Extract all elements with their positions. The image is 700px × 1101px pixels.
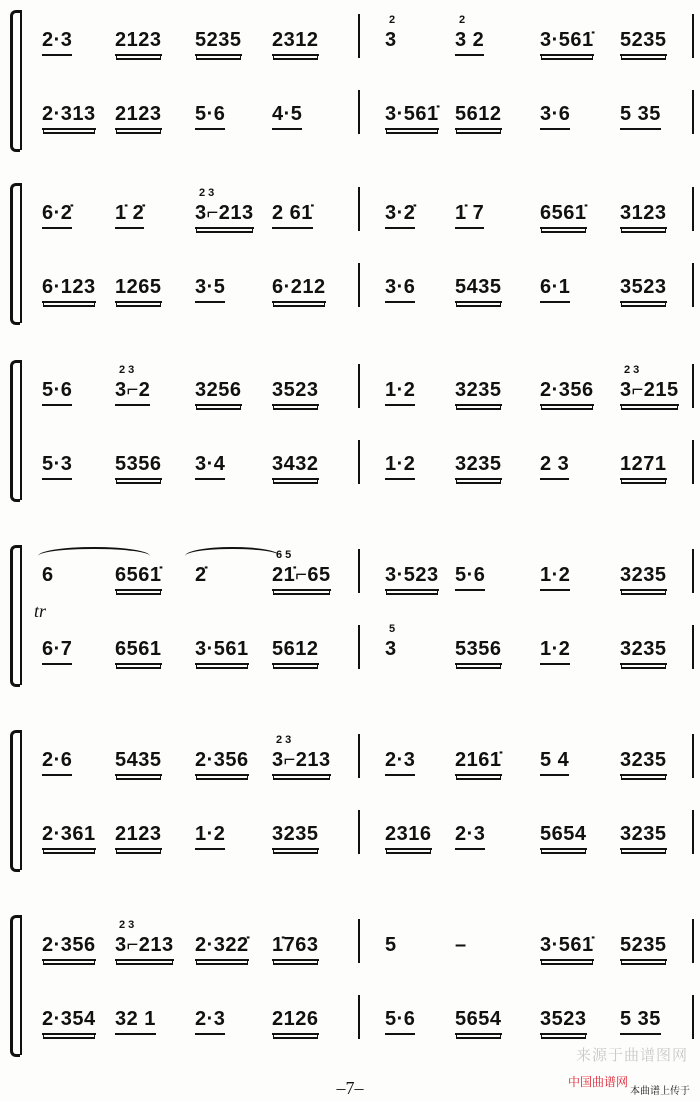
lower-part-note: 2·361 <box>42 822 96 850</box>
upper-part-note: 6·2̇ <box>42 201 72 229</box>
lower-part-note: 3235 <box>620 822 667 850</box>
upper-part-note: 3 <box>385 29 397 51</box>
barline <box>358 625 360 669</box>
lower-part-note: 6561 <box>115 637 162 665</box>
lower-part-note: 1·2 <box>540 637 570 665</box>
upper-part-note: 2161̇ <box>455 748 502 776</box>
end-barline <box>692 810 694 854</box>
system-rule <box>20 10 22 150</box>
upper-part-note: 3⌐2 <box>115 378 150 406</box>
upper-part-note: 3523 <box>272 378 319 406</box>
upper-part-note: 3⌐215 <box>620 378 679 406</box>
barline <box>358 440 360 484</box>
lower-part-note: 3523 <box>540 1007 587 1035</box>
upper-part-note: 3⌐213 <box>115 933 174 961</box>
upper-part-note: 3235 <box>455 378 502 406</box>
lower-part-note: 3·4 <box>195 452 225 480</box>
upper-part-note: 3·2̇ <box>385 201 415 229</box>
lower-part-note: 1·2 <box>195 822 225 850</box>
upper-part-note: 1̇ 2̇ <box>115 201 144 229</box>
lower-part-note: 2126 <box>272 1007 319 1035</box>
lower-part-note: 5 35 <box>620 102 661 130</box>
system-brace <box>10 545 20 687</box>
system-rule <box>20 730 22 870</box>
upper-part-note: 2̇ <box>195 564 207 586</box>
barline <box>358 810 360 854</box>
lower-part-note: 1265 <box>115 275 162 303</box>
upper-part-note: 1̇ 7 <box>455 201 484 229</box>
upper-part-note: 3⌐213 <box>195 201 254 229</box>
upper-part-note: 5235 <box>620 28 667 56</box>
system-rule <box>20 183 22 323</box>
upper-part-note: 1̇763 <box>272 933 319 961</box>
lower-part-note: 2·3 <box>455 822 485 850</box>
barline <box>358 14 360 58</box>
upper-part-note: 2·322̇ <box>195 933 249 961</box>
lower-part-note: 5·6 <box>385 1007 415 1035</box>
upper-part-note: 5 <box>385 934 397 956</box>
end-barline <box>692 263 694 307</box>
upper-part-note: 5435 <box>115 748 162 776</box>
system-brace <box>10 183 20 325</box>
end-barline <box>692 549 694 593</box>
lower-part-note: 3·6 <box>540 102 570 130</box>
upper-part-note: 2 61̇ <box>272 201 313 229</box>
lower-part-note: 2·354 <box>42 1007 96 1035</box>
staff-system <box>0 10 700 150</box>
lower-part-note: 3235 <box>272 822 319 850</box>
upper-part-note: 3 2 <box>455 28 484 56</box>
system-brace <box>10 730 20 872</box>
lower-part-note: 3·6 <box>385 275 415 303</box>
grace-note: 6 5 <box>276 549 292 561</box>
grace-note: 2 3 <box>119 364 135 376</box>
site-logo: 中国曲谱网 <box>567 1075 628 1089</box>
upper-part-note: 2·356 <box>42 933 96 961</box>
staff-system <box>0 360 700 500</box>
lower-part-note: 2316 <box>385 822 432 850</box>
barline <box>358 187 360 231</box>
staff-system <box>0 183 700 323</box>
upper-part-note: 2·6 <box>42 748 72 776</box>
upper-part-note: – <box>455 934 467 956</box>
lower-part-note: 5654 <box>455 1007 502 1035</box>
lower-part-note: 5612 <box>272 637 319 665</box>
upper-part-note: 3235 <box>620 748 667 776</box>
end-barline <box>692 919 694 963</box>
upper-part-note: 2·356 <box>195 748 249 776</box>
end-barline <box>692 440 694 484</box>
upper-part-note: 2·3 <box>42 28 72 56</box>
upper-part-note: 1·2 <box>540 563 570 591</box>
staff-system <box>0 545 700 685</box>
lower-part-note: 3·561 <box>195 637 249 665</box>
barline <box>358 263 360 307</box>
lower-part-note: 2·313 <box>42 102 96 130</box>
system-rule <box>20 915 22 1055</box>
slur <box>38 547 150 565</box>
upper-part-note: 2312 <box>272 28 319 56</box>
upper-part-note: 5·6 <box>455 563 485 591</box>
upper-part-note: 3235 <box>620 563 667 591</box>
lower-part-note: 4·5 <box>272 102 302 130</box>
trill-mark: tr <box>34 601 47 621</box>
upper-part-note: 6 <box>42 564 54 586</box>
grace-note: 2 <box>459 14 466 26</box>
lower-part-note: 3 <box>385 638 397 660</box>
lower-part-note: 5·3 <box>42 452 72 480</box>
barline <box>358 90 360 134</box>
lower-part-note: 2 3 <box>540 452 569 480</box>
lower-part-note: 3235 <box>455 452 502 480</box>
barline <box>358 919 360 963</box>
lower-part-note: 2123 <box>115 822 162 850</box>
lower-part-note: 5·6 <box>195 102 225 130</box>
upper-part-note: 2123 <box>115 28 162 56</box>
lower-part-note: 3·561̇ <box>385 102 439 130</box>
lower-part-note: 3432 <box>272 452 319 480</box>
lower-part-note: 6·123 <box>42 275 96 303</box>
grace-note: 2 3 <box>199 187 215 199</box>
grace-note: 2 3 <box>119 919 135 931</box>
lower-part-note: 6·1 <box>540 275 570 303</box>
lower-part-note: 1271 <box>620 452 667 480</box>
system-rule <box>20 360 22 500</box>
upper-part-note: 21̇⌐65 <box>272 563 331 591</box>
lower-part-note: 5612 <box>455 102 502 130</box>
watermark-text: 来源于曲谱图网 <box>575 1047 688 1064</box>
upper-part-note: 3123 <box>620 201 667 229</box>
end-barline <box>692 187 694 231</box>
system-rule <box>20 545 22 685</box>
upper-part-note: 5 4 <box>540 748 569 776</box>
lower-part-note: 6·7 <box>42 637 72 665</box>
upper-part-note: 3256 <box>195 378 242 406</box>
end-barline <box>692 734 694 778</box>
upper-part-note: 3·561̇ <box>540 933 594 961</box>
lower-part-note: 1·2 <box>385 452 415 480</box>
end-barline <box>692 14 694 58</box>
page-number: –7– <box>336 1078 364 1098</box>
grace-note: 2 3 <box>624 364 640 376</box>
end-barline <box>692 90 694 134</box>
grace-note: 5 <box>389 623 396 635</box>
upper-part-note: 6561̇ <box>540 201 587 229</box>
lower-part-note: 5 35 <box>620 1007 661 1035</box>
lower-part-note: 3523 <box>620 275 667 303</box>
grace-note: 2 <box>389 14 396 26</box>
end-barline <box>692 995 694 1039</box>
upper-part-note: 5235 <box>195 28 242 56</box>
barline <box>358 364 360 408</box>
staff-system <box>0 730 700 870</box>
lower-part-note: 5356 <box>115 452 162 480</box>
end-barline <box>692 625 694 669</box>
lower-part-note: 2123 <box>115 102 162 130</box>
barline <box>358 995 360 1039</box>
upper-part-note: 2·356 <box>540 378 594 406</box>
lower-part-note: 6·212 <box>272 275 326 303</box>
upper-part-note: 3·523 <box>385 563 439 591</box>
grace-note: 2 3 <box>276 734 292 746</box>
upload-note: 本曲谱上传于 <box>630 1086 690 1097</box>
lower-part-note: 2·3 <box>195 1007 225 1035</box>
upper-part-note: 1·2 <box>385 378 415 406</box>
upper-part-note: 6561̇ <box>115 563 162 591</box>
lower-part-note: 5435 <box>455 275 502 303</box>
upper-part-note: 3·561̇ <box>540 28 594 56</box>
upper-part-note: 3⌐213 <box>272 748 331 776</box>
slur <box>185 547 280 565</box>
lower-part-note: 3235 <box>620 637 667 665</box>
end-barline <box>692 364 694 408</box>
system-brace <box>10 10 20 152</box>
barline <box>358 549 360 593</box>
system-brace <box>10 915 20 1057</box>
lower-part-note: 3·5 <box>195 275 225 303</box>
lower-part-note: 5356 <box>455 637 502 665</box>
upper-part-note: 2·3 <box>385 748 415 776</box>
lower-part-note: 32 1 <box>115 1007 156 1035</box>
system-brace <box>10 360 20 502</box>
upper-part-note: 5235 <box>620 933 667 961</box>
staff-system <box>0 915 700 1055</box>
barline <box>358 734 360 778</box>
upper-part-note: 5·6 <box>42 378 72 406</box>
lower-part-note: 5654 <box>540 822 587 850</box>
